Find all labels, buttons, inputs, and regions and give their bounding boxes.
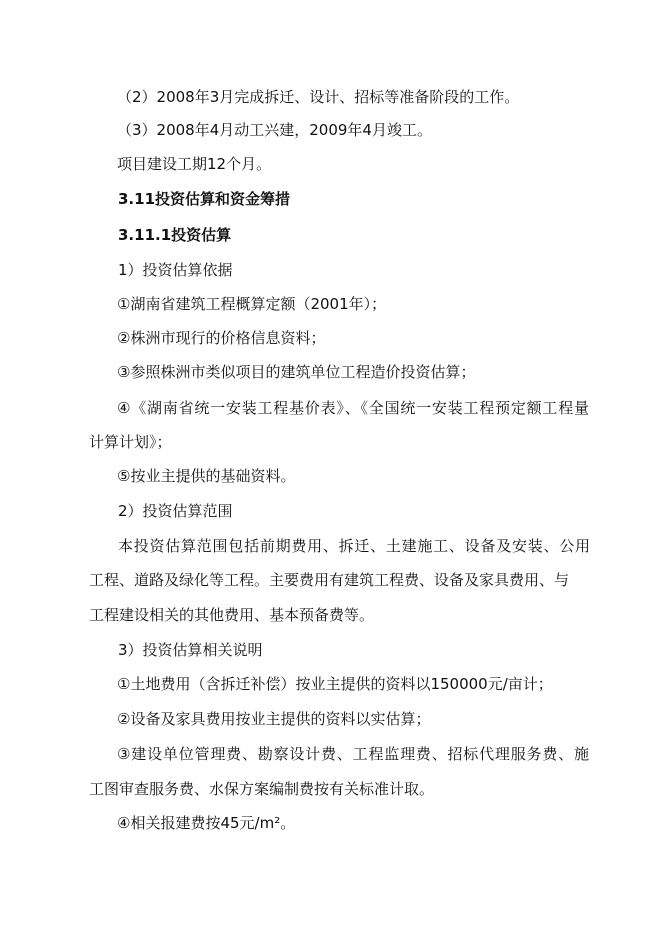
subheading-basis: 1）投资估算依据 (118, 261, 233, 279)
subheading-notes: 3）投资估算相关说明 (118, 641, 263, 659)
construction-period: 项目建设工期12个月。 (117, 155, 272, 173)
basis-item-4: ④《湖南省统一安装工程基价表》、《全国统一安装工程预定额工程量 (117, 399, 589, 417)
section-heading-3-11-1: 3.11.1投资估算 (118, 226, 232, 244)
basis-item-3: ③参照株洲市类似项目的建筑单位工程造价投资估算； (117, 363, 476, 381)
schedule-item-3: （3）2008年4月动工兴建，2009年4月竣工。 (117, 121, 432, 139)
scope-paragraph-line-3: 工程建设相关的其他费用、基本预备费等。 (89, 606, 375, 624)
scope-paragraph-line-1: 本投资估算范围包括前期费用、拆迁、土建施工、设备及安装、公用 (118, 537, 590, 555)
notes-item-3: ③建设单位管理费、勘察设计费、工程监理费、招标代理服务费、施 (117, 745, 589, 763)
basis-item-2: ②株洲市现行的价格信息资料； (117, 329, 326, 347)
subheading-scope: 2）投资估算范围 (118, 502, 233, 520)
notes-item-2: ②设备及家具费用按业主提供的资料以实估算； (117, 710, 431, 728)
section-heading-3-11: 3.11投资估算和资金筹措 (118, 190, 291, 208)
notes-item-1: ①土地费用（含拆迁补偿）按业主提供的资料以150000元/亩计； (117, 675, 553, 693)
basis-item-4-continued: 计算计划》； (89, 433, 172, 451)
scope-paragraph-line-2: 工程、道路及绿化等工程。主要费用有建筑工程费、设备及家具费用、与 (89, 571, 570, 589)
notes-item-4: ④相关报建费按45元/m²。 (117, 814, 296, 832)
basis-item-5: ⑤按业主提供的基础资料。 (117, 467, 296, 485)
basis-item-1: ①湖南省建筑工程概算定额（2001年）； (117, 295, 387, 313)
notes-item-3-continued: 工图审查服务费、水保方案编制费按有关标准计取。 (89, 780, 435, 798)
schedule-item-2: （2）2008年3月完成拆迁、设计、招标等准备阶段的工作。 (117, 88, 520, 106)
